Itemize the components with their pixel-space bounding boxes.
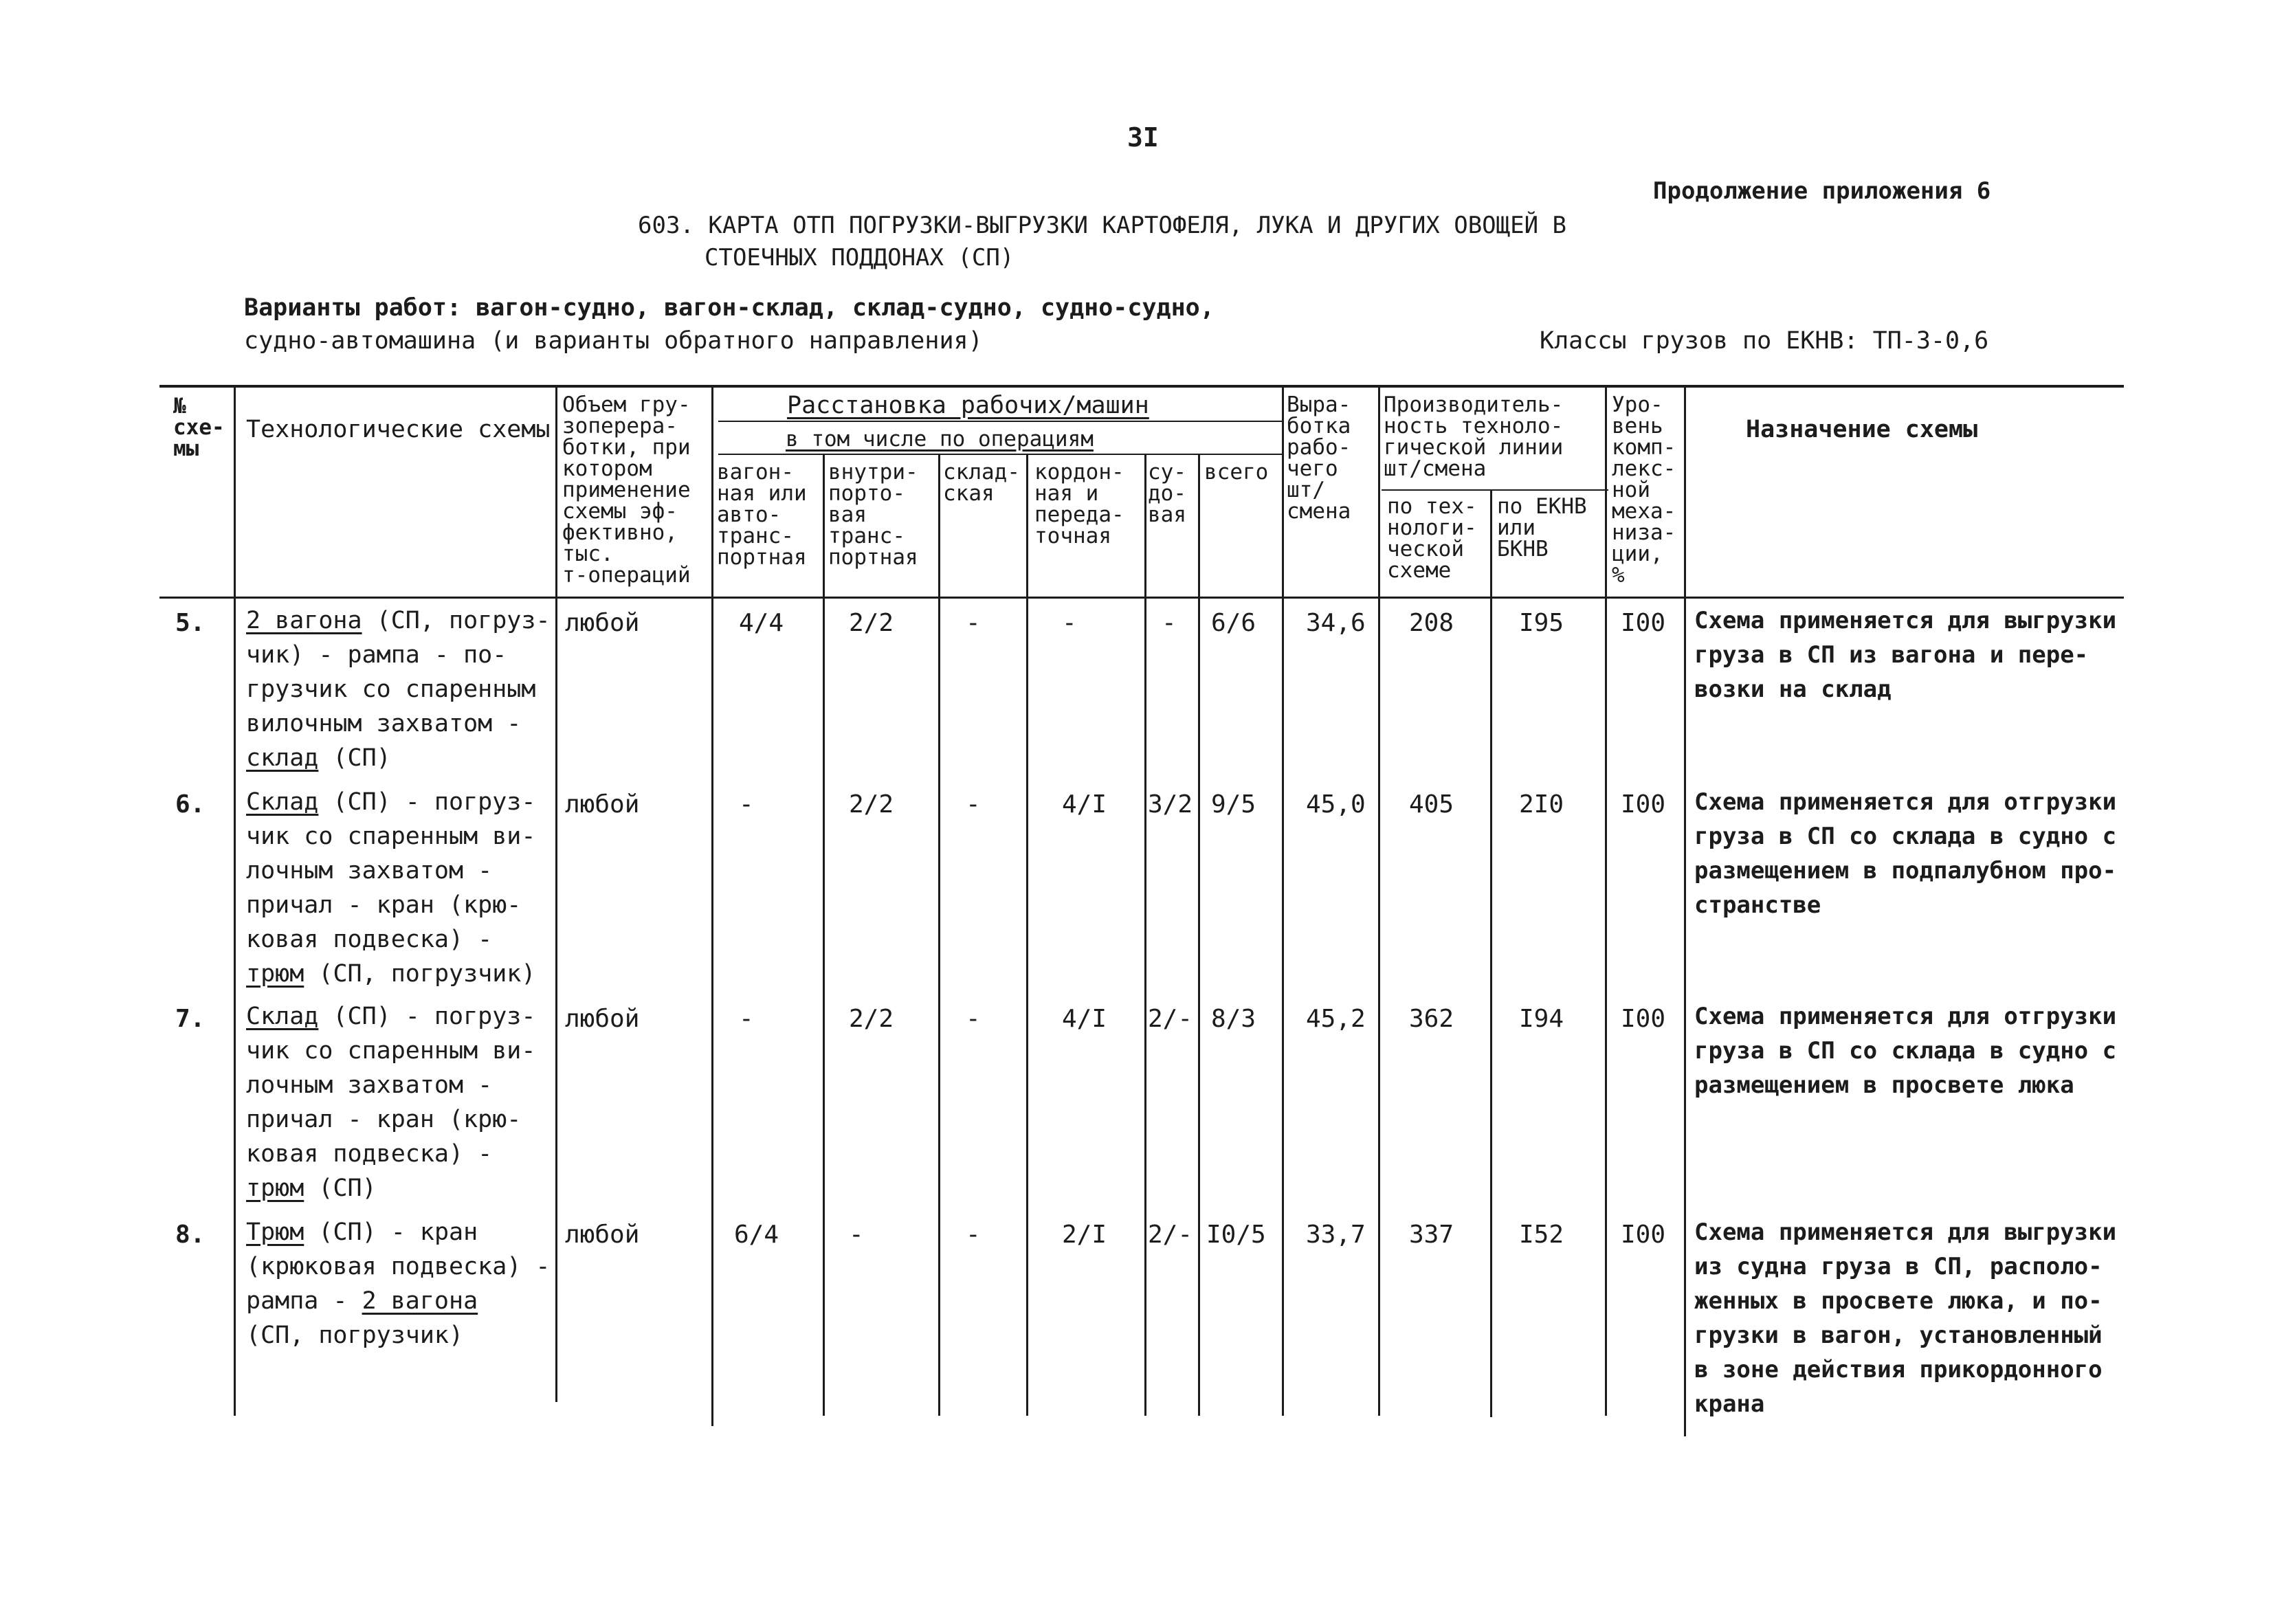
output-value: 45,0 bbox=[1306, 790, 1366, 819]
header-wagon-or-auto: вагон- ная или авто- транс- портная bbox=[717, 460, 807, 570]
productivity-tech-value: 337 bbox=[1409, 1221, 1454, 1249]
warehouse-value: - bbox=[966, 790, 981, 819]
total-value: 8/3 bbox=[1211, 1005, 1256, 1033]
header-mechanization-level: Уро- вень комп- лекс- ной меха- низа- ции, % bbox=[1612, 392, 1676, 588]
output-value: 33,7 bbox=[1306, 1221, 1366, 1249]
volume-value: любой bbox=[565, 790, 640, 819]
volume-value: любой bbox=[565, 609, 640, 637]
document-title-line-1: 603. КАРТА ОТП ПОГРУЗКИ-ВЫГРУЗКИ КАРТОФЕЛЯ, ЛУКА И ДРУГИХ ОВОЩЕЙ В bbox=[638, 212, 1567, 239]
output-value: 34,6 bbox=[1306, 609, 1366, 637]
header-total: всего bbox=[1204, 460, 1269, 485]
header-cordon-transfer: кордон- ная и переда- точная bbox=[1034, 460, 1124, 548]
internal-transport-value: 2/2 bbox=[849, 609, 894, 637]
productivity-tech-value: 362 bbox=[1409, 1005, 1454, 1033]
header-by-eknv: по ЕКНВ или БКНВ bbox=[1497, 494, 1587, 561]
cordon-value: 2/I bbox=[1062, 1221, 1107, 1249]
ship-value: - bbox=[1162, 609, 1177, 637]
mechanization-level-value: I00 bbox=[1621, 609, 1666, 637]
wagon-value: 6/4 bbox=[734, 1221, 779, 1249]
header-placement: Расстановка рабочих/машин bbox=[787, 392, 1149, 419]
scheme-purpose-text: Схема применяется для отгрузки груза в СП со склада в судно с размещением в просвете люка bbox=[1694, 1003, 2117, 1099]
tech-scheme-text: Склад (СП) - погруз- чик со спаренным ви- лочным захватом - причал - кран (крю- ковая подвеска) - трюм (СП, погрузчик) bbox=[246, 788, 536, 988]
wagon-value: - bbox=[739, 1005, 754, 1033]
header-line-productivity: Производитель- ность техноло- гической линии шт/смена bbox=[1384, 392, 1564, 481]
tech-scheme-text: Склад (СП) - погруз- чик со спаренным ви- лочным захватом - причал - кран (крю- ковая подвеска) - трюм (СП) bbox=[246, 1003, 536, 1202]
cargo-classes: Классы грузов по ЕКНВ: ТП-3-0,6 bbox=[1540, 327, 1989, 355]
ship-value: 3/2 bbox=[1148, 790, 1193, 819]
work-variants-line-2: судно-автомашина (и варианты обратного направления) bbox=[244, 327, 983, 355]
productivity-eknv-value: I52 bbox=[1519, 1221, 1564, 1249]
row-number: 5. bbox=[175, 609, 206, 637]
row-number: 6. bbox=[175, 790, 206, 819]
cordon-value: 4/I bbox=[1062, 790, 1107, 819]
header-warehouse: склад- ская bbox=[943, 460, 1020, 506]
internal-transport-value: 2/2 bbox=[849, 790, 894, 819]
productivity-tech-value: 405 bbox=[1409, 790, 1454, 819]
row-number: 8. bbox=[175, 1221, 206, 1249]
header-scheme-number: № схе- мы bbox=[173, 394, 225, 461]
page-number: 3I bbox=[1127, 122, 1159, 153]
tech-scheme-text: Трюм (СП) - кран (крюковая подвеска) - рампа - 2 вагона (СП, погрузчик) bbox=[246, 1219, 551, 1349]
document-title-line-2: СТОЕЧНЫХ ПОДДОНАХ (СП) bbox=[705, 244, 1014, 271]
scheme-purpose-text: Схема применяется для отгрузки груза в СП со склада в судно с размещением в подпалубном про- странстве bbox=[1694, 788, 2117, 919]
row-number: 7. bbox=[175, 1005, 206, 1033]
total-value: 6/6 bbox=[1211, 609, 1256, 637]
mechanization-level-value: I00 bbox=[1621, 1221, 1666, 1249]
internal-transport-value: - bbox=[849, 1221, 864, 1249]
header-by-operations: в том числе по операциям bbox=[786, 427, 1094, 452]
work-variants-line-1: Варианты работ: вагон-судно, вагон-склад, склад-судно, судно-судно, bbox=[244, 294, 1215, 322]
header-tech-schemes: Технологические схемы bbox=[246, 416, 551, 443]
appendix-continuation: Продолжение приложения 6 bbox=[1653, 177, 1991, 205]
ship-value: 2/- bbox=[1148, 1005, 1193, 1033]
scheme-purpose-text: Схема применяется для выгрузки груза в СП из вагона и пере- возки на склад bbox=[1694, 607, 2117, 703]
output-value: 45,2 bbox=[1306, 1005, 1366, 1033]
mechanization-level-value: I00 bbox=[1621, 790, 1666, 819]
internal-transport-value: 2/2 bbox=[849, 1005, 894, 1033]
volume-value: любой bbox=[565, 1005, 640, 1033]
header-internal-port-transport: внутри- порто- вая транс- портная bbox=[828, 460, 918, 570]
cordon-value: 4/I bbox=[1062, 1005, 1107, 1033]
header-ship: су- до- вая bbox=[1148, 460, 1186, 527]
productivity-eknv-value: I95 bbox=[1519, 609, 1564, 637]
ship-value: 2/- bbox=[1148, 1221, 1193, 1249]
productivity-eknv-value: I94 bbox=[1519, 1005, 1564, 1033]
scheme-purpose-text: Схема применяется для выгрузки из судна груза в СП, располо- женных в просвете люка, и по- грузки в вагон, установленный в зоне действия прикордонного крана bbox=[1694, 1219, 2117, 1418]
header-worker-output: Выра- ботка рабо- чего шт/ смена bbox=[1287, 392, 1351, 524]
warehouse-value: - bbox=[966, 1005, 981, 1033]
total-value: I0/5 bbox=[1206, 1221, 1266, 1249]
tech-scheme-text: 2 вагона (СП, погруз- чик) - рампа - по- грузчик со спаренным вилочным захватом - склад (СП) bbox=[246, 607, 551, 772]
productivity-eknv-value: 2I0 bbox=[1519, 790, 1564, 819]
header-scheme-purpose: Назначение схемы bbox=[1746, 416, 1978, 443]
wagon-value: - bbox=[739, 790, 754, 819]
total-value: 9/5 bbox=[1211, 790, 1256, 819]
warehouse-value: - bbox=[966, 609, 981, 637]
mechanization-level-value: I00 bbox=[1621, 1005, 1666, 1033]
cordon-value: - bbox=[1062, 609, 1077, 637]
volume-value: любой bbox=[565, 1221, 640, 1249]
productivity-tech-value: 208 bbox=[1409, 609, 1454, 637]
header-volume: Объем гру- зоперера- ботки, при котором применение схемы эф- фективно, тыс. т-операций bbox=[562, 392, 691, 588]
header-by-tech-scheme: по тех- нологи- ческой схеме bbox=[1387, 494, 1477, 583]
wagon-value: 4/4 bbox=[739, 609, 784, 637]
warehouse-value: - bbox=[966, 1221, 981, 1249]
